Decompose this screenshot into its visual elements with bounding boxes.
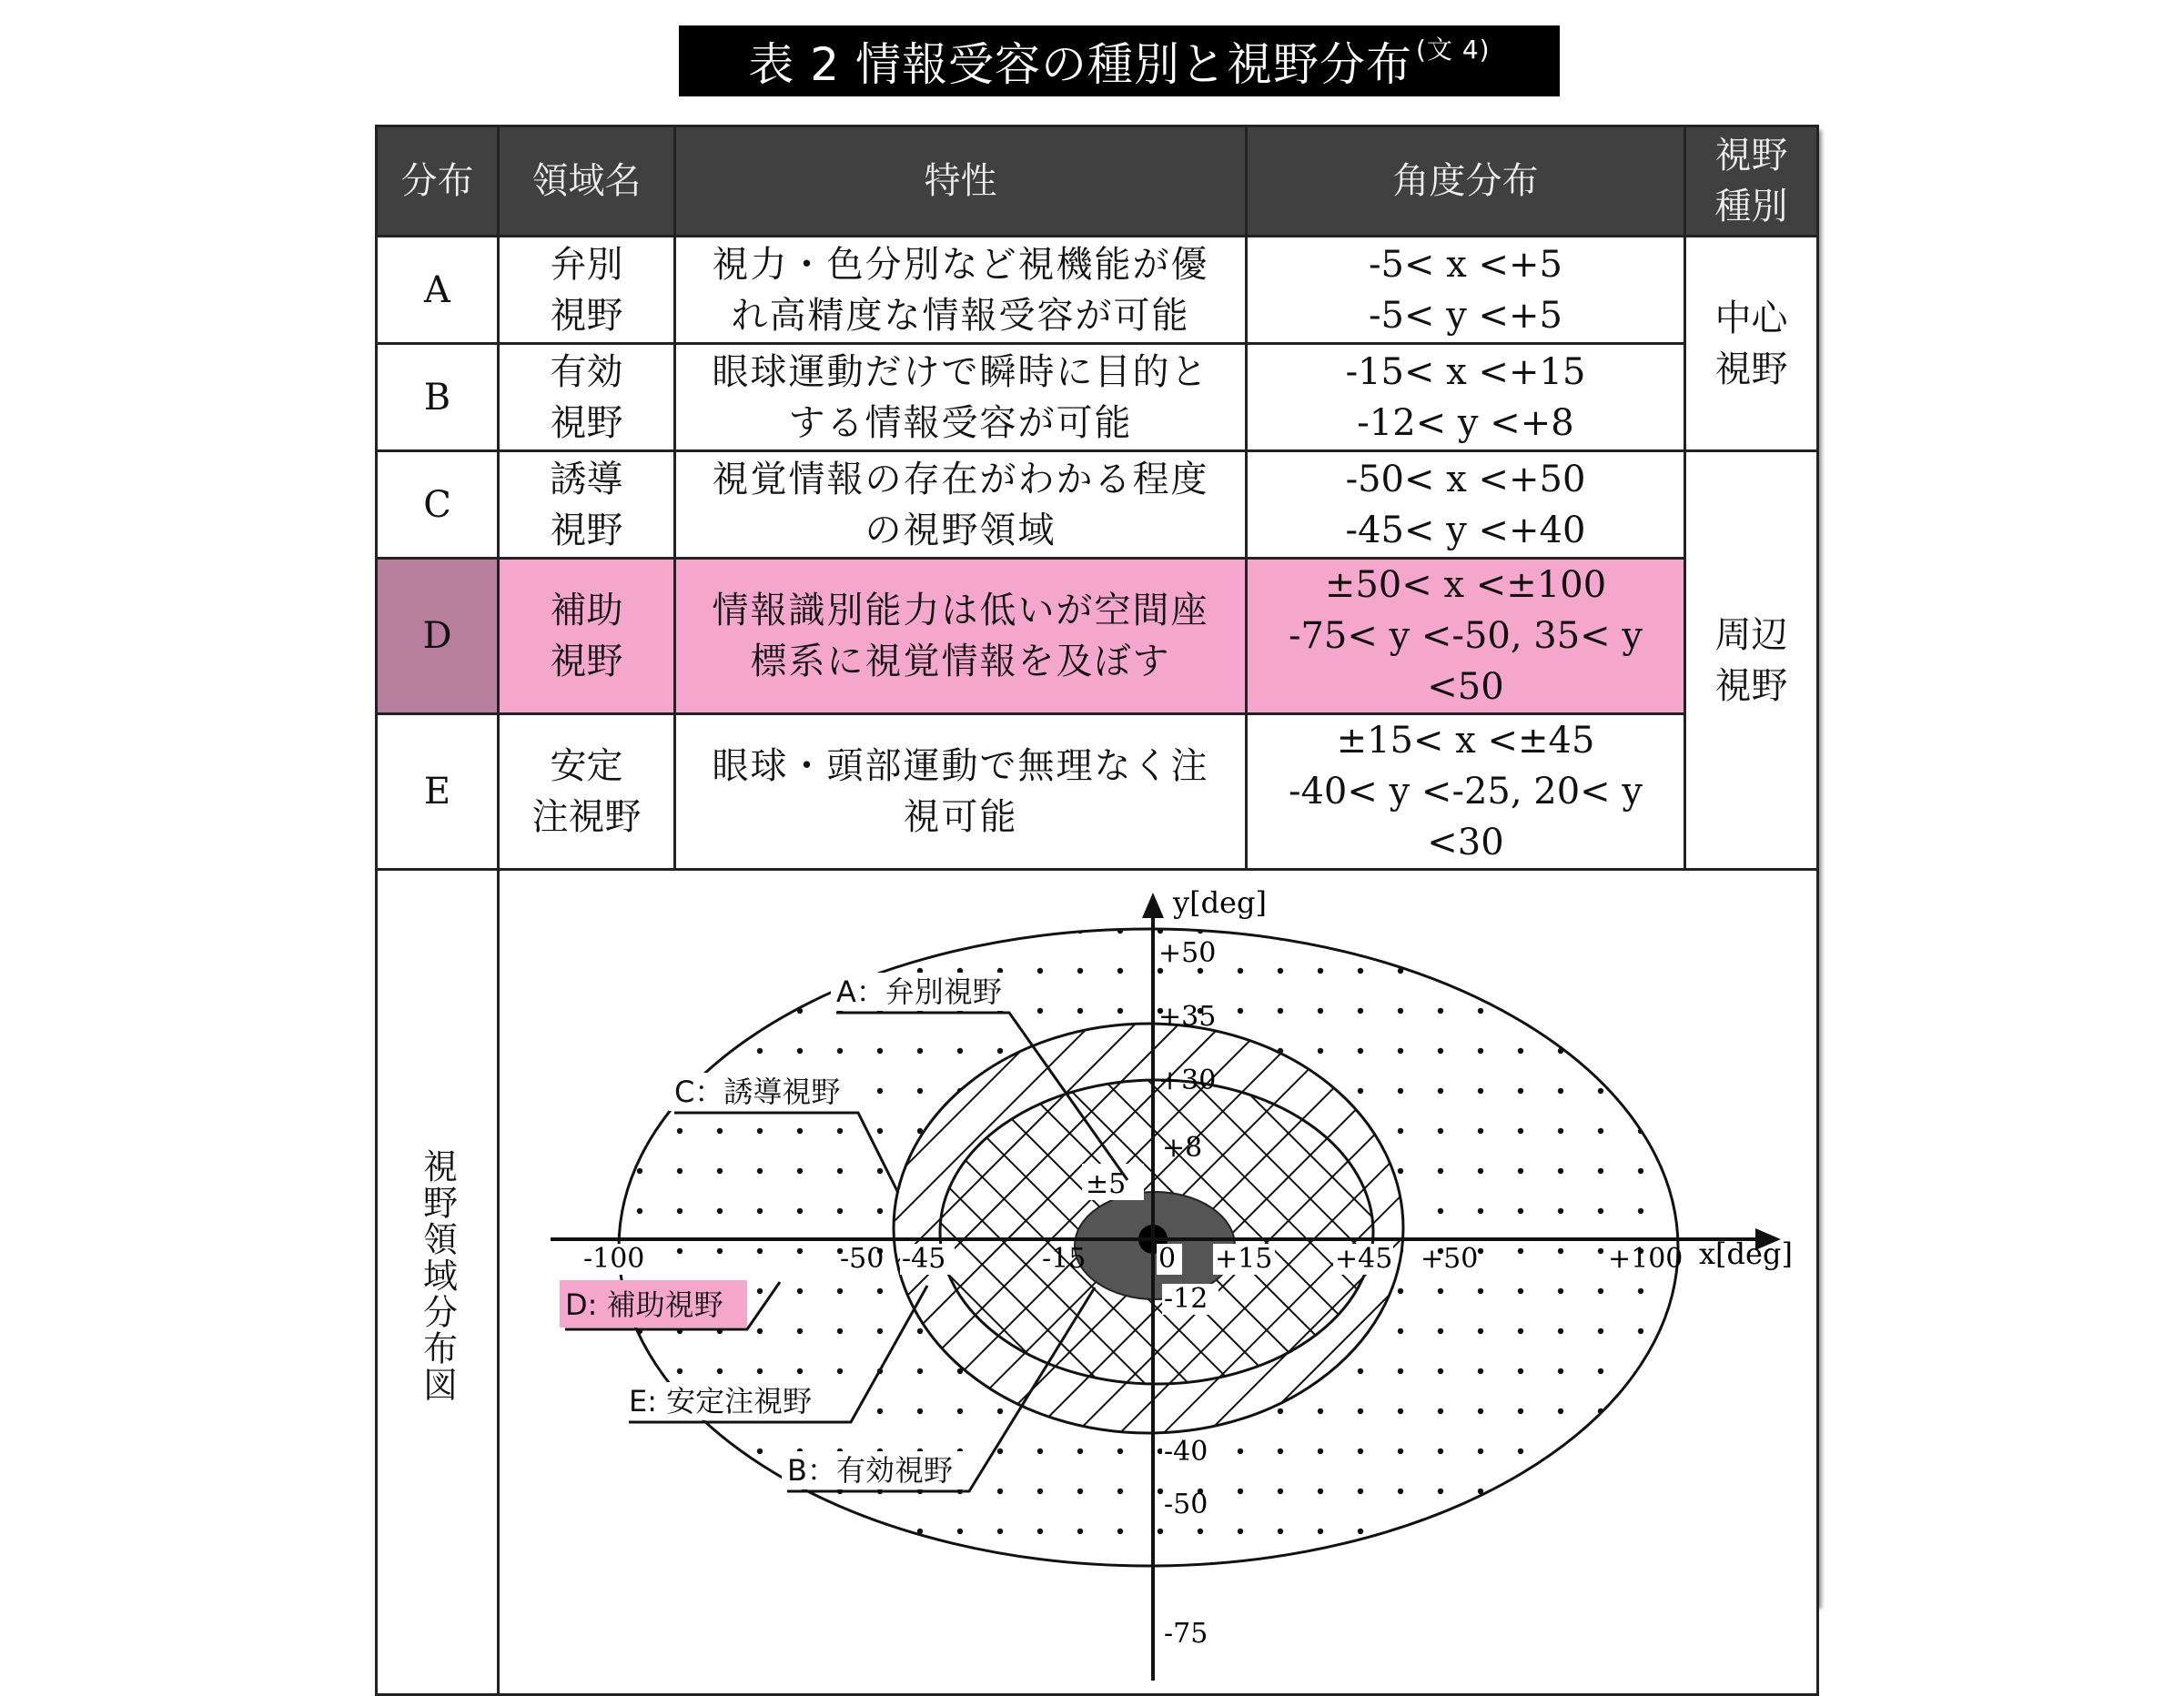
x-tick: -50 (840, 1243, 885, 1275)
x-tick: +45 (1335, 1243, 1393, 1275)
table-row-d (377, 559, 1818, 714)
y-axis-label: y[deg] (1173, 885, 1267, 920)
table-row-b (377, 344, 1818, 451)
angle-cell: ±15< x <±45 -40< y <-25, 20< y <30 (1247, 714, 1685, 870)
diagram-side-label-cell (377, 870, 499, 1695)
dist-cell: B (377, 344, 499, 451)
y-tick: +35 (1158, 1001, 1217, 1033)
region-name-cell: 安定 注視野 (499, 714, 675, 870)
table-row-c (377, 451, 1818, 559)
feature-cell: 眼球運動だけで瞬時に目的と する情報受容が可能 (675, 344, 1247, 451)
feature-cell: 視力・色分別など視機能が優 れ高精度な情報受容が可能 (675, 237, 1247, 344)
header-region-name: 領域名 (499, 126, 675, 237)
x-tick: +50 (1421, 1243, 1479, 1275)
y-tick: +30 (1158, 1065, 1217, 1096)
label-b: B：有効視野 (787, 1453, 953, 1488)
dist-cell: C (377, 451, 499, 559)
label-d: D: 補助視野 (565, 1287, 723, 1322)
header-row (377, 126, 1818, 237)
vision-type-peripheral: 周辺 視野 (1685, 451, 1818, 870)
feature-cell: 眼球・頭部運動で無理なく注 視可能 (675, 714, 1247, 870)
vision-field-table (375, 125, 1819, 1696)
diagram-cell (499, 870, 1818, 1695)
header-angle: 角度分布 (1247, 126, 1685, 237)
x-tick: -15 (1042, 1243, 1087, 1275)
dist-cell: E (377, 714, 499, 870)
y-axis-arrow (1142, 893, 1164, 918)
x-tick: -45 (902, 1243, 946, 1275)
y-tick: +50 (1158, 937, 1217, 969)
region-name-cell: 弁別 視野 (499, 237, 675, 344)
x-tick: +15 (1215, 1243, 1273, 1275)
label-e: E: 安定注視野 (629, 1384, 813, 1418)
feature-cell: 視覚情報の存在がわかる程度 の視野領域 (675, 451, 1247, 559)
y-tick: ±5 (1086, 1168, 1127, 1200)
angle-cell: -50< x <+50 -45< y <+40 (1247, 451, 1685, 559)
y-tick: -75 (1164, 1618, 1208, 1650)
region-name-cell: 補助 視野 (499, 559, 675, 714)
dist-cell: D (377, 559, 499, 714)
table-row-e (377, 714, 1818, 870)
diagram-side-label: 視野領域分布図 (417, 1147, 458, 1403)
x-tick: 0 (1158, 1243, 1177, 1275)
diagram-row (377, 870, 1818, 1695)
x-tick: +100 (1608, 1243, 1684, 1275)
dist-cell: A (377, 237, 499, 344)
header-distribution: 分布 (377, 126, 499, 237)
y-tick: -50 (1164, 1489, 1208, 1520)
header-vision-type: 視野種別 (1685, 126, 1818, 237)
header-characteristics: 特性 (675, 126, 1247, 237)
table-row-a (377, 237, 1818, 344)
region-name-cell: 有効 視野 (499, 344, 675, 451)
table-sheet (375, 125, 1816, 1650)
y-tick: +8 (1162, 1132, 1203, 1164)
y-tick: -40 (1164, 1436, 1208, 1468)
region-name-cell: 誘導 視野 (499, 451, 675, 559)
y-tick: -12 (1164, 1283, 1208, 1315)
vision-field-diagram (500, 871, 1814, 1693)
angle-cell: -5< x <+5 -5< y <+5 (1247, 237, 1685, 344)
label-c: C：誘導視野 (674, 1075, 841, 1109)
x-axis-label: x[deg] (1699, 1237, 1793, 1271)
label-a: A：弁別視野 (836, 974, 1002, 1009)
vision-type-central: 中心 視野 (1685, 237, 1818, 451)
x-tick: -100 (583, 1243, 645, 1275)
table-title (679, 25, 1560, 96)
table-title-reference: (文 4) (1416, 35, 1491, 65)
angle-cell: ±50< x <±100 -75< y <-50, 35< y <50 (1247, 559, 1685, 714)
table-title-text: 表 2 情報受容の種別と視野分布 (748, 38, 1413, 91)
feature-cell: 情報識別能力は低いが空間座 標系に視覚情報を及ぼす (675, 559, 1247, 714)
angle-cell: -15< x <+15 -12< y <+8 (1247, 344, 1685, 451)
